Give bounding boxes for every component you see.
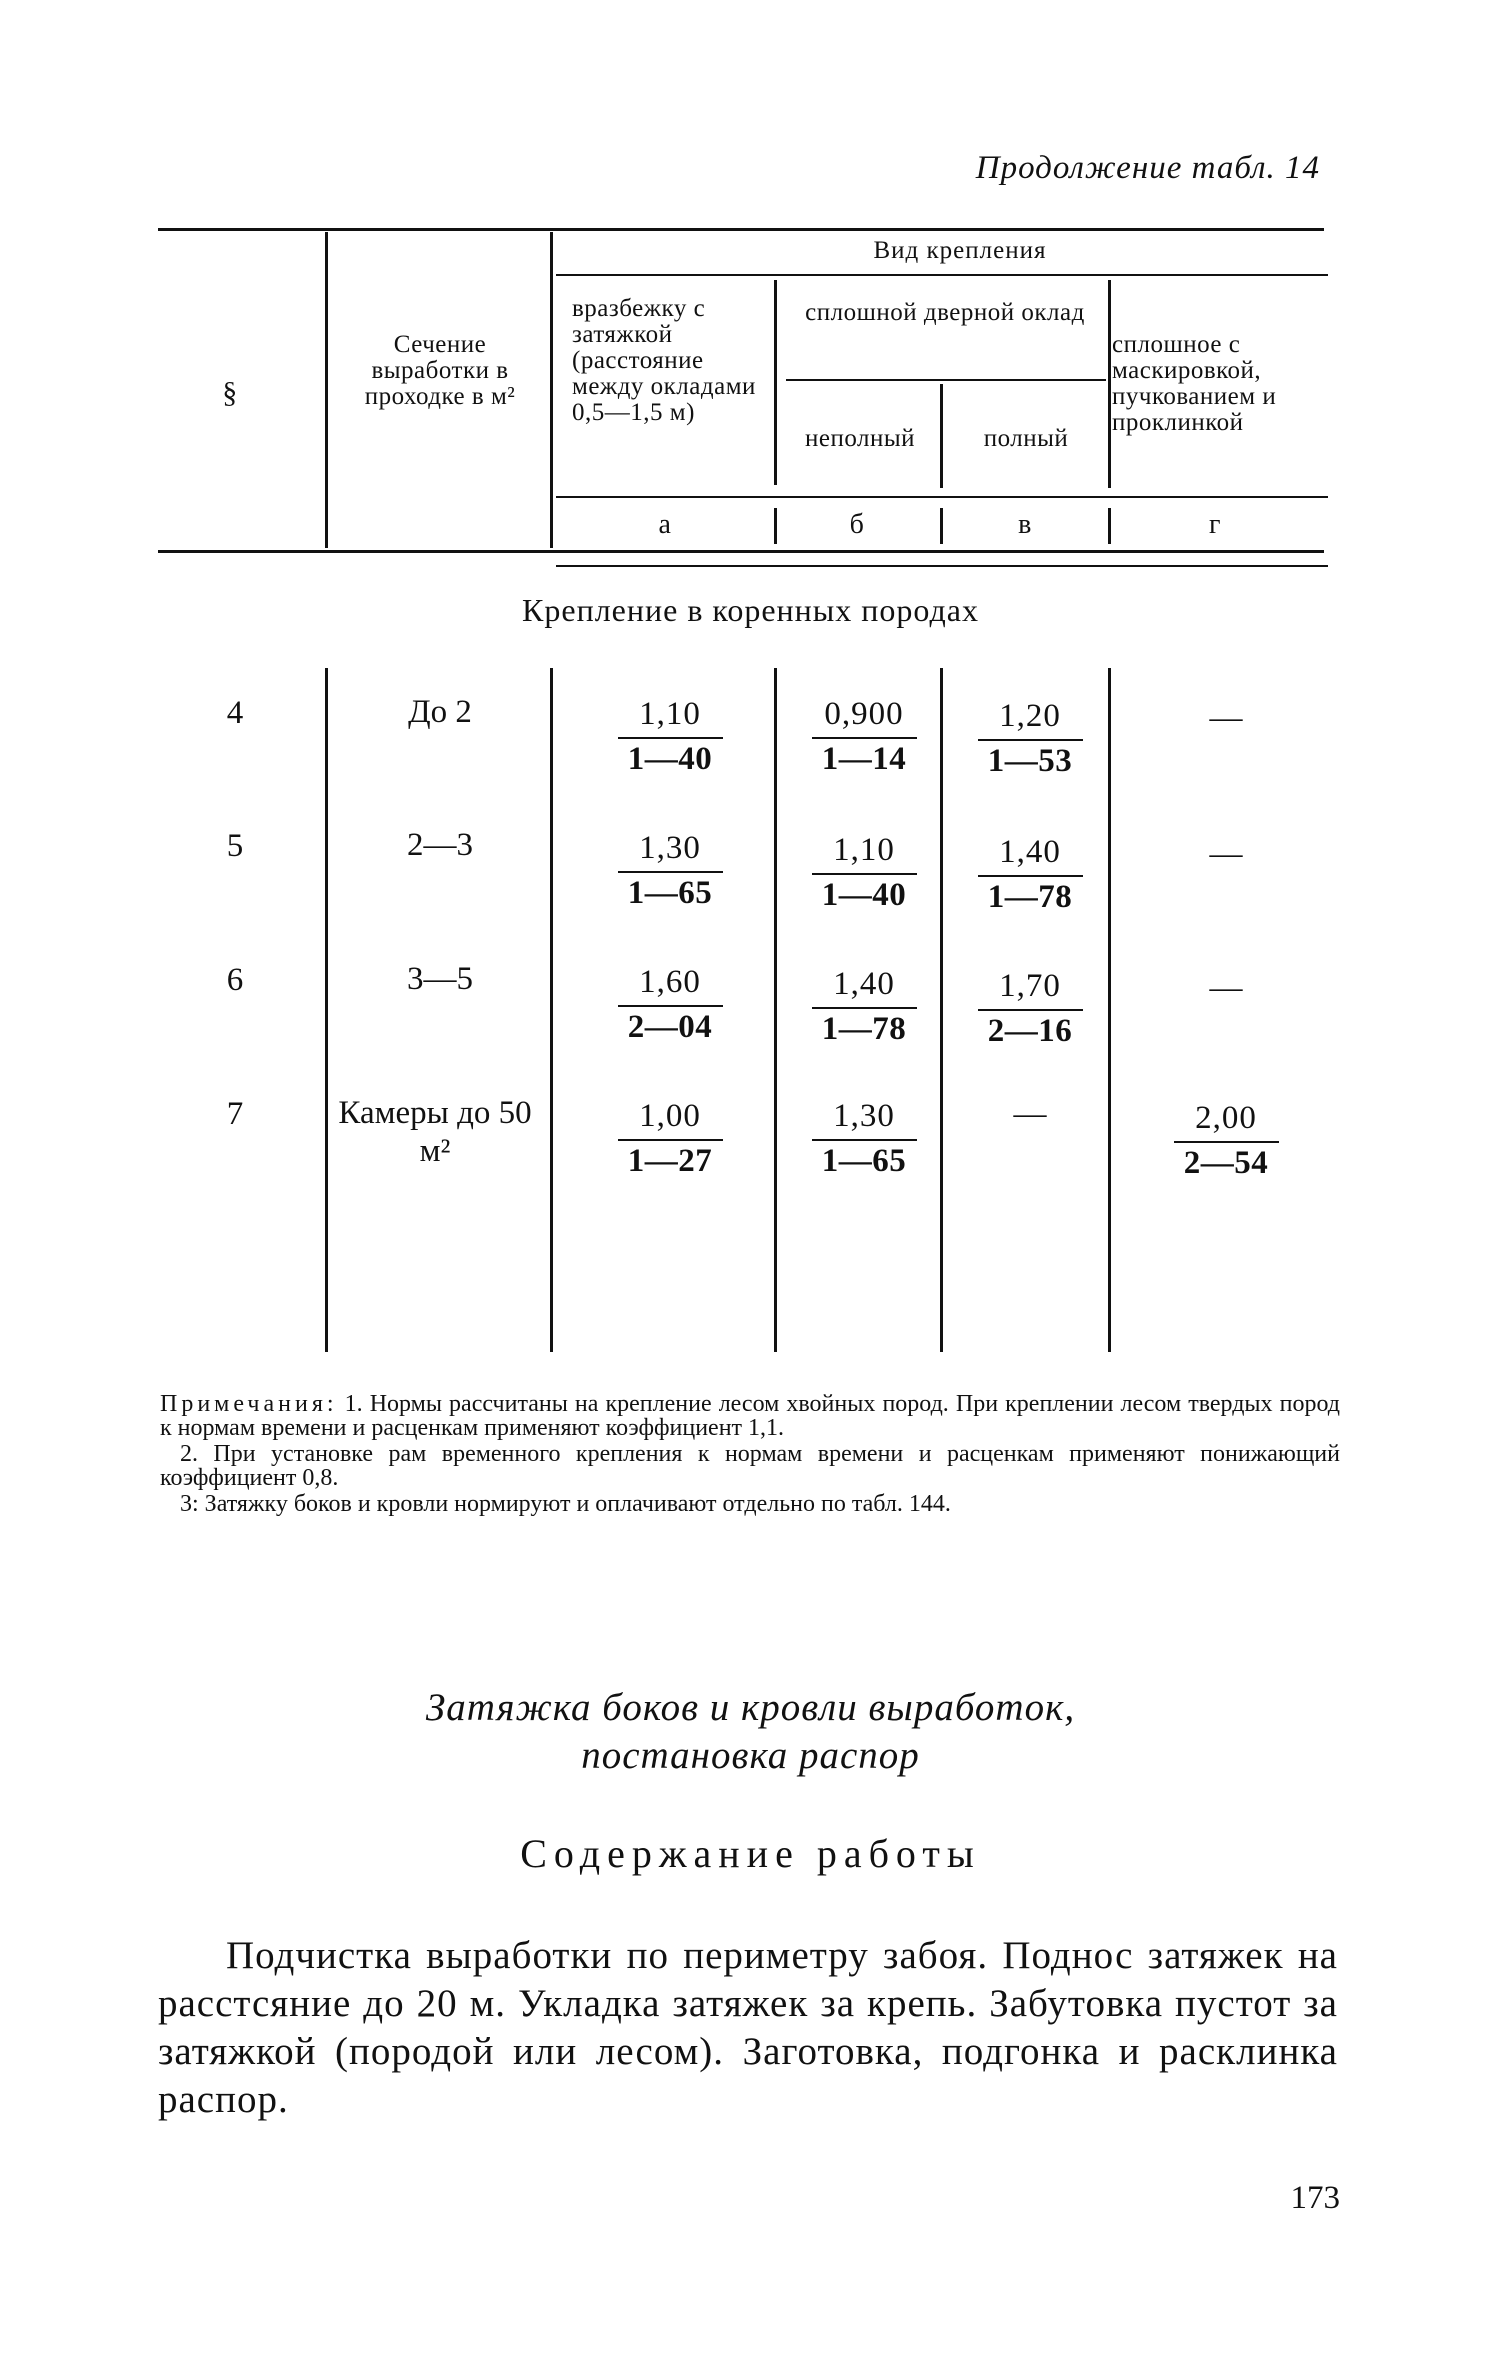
cell-b <box>784 696 944 778</box>
row-num: 5 <box>226 828 244 864</box>
cell-g-bot: 2—54 <box>1183 1145 1269 1181</box>
cell-v-top: 1,40 <box>978 834 1083 877</box>
table-top-rule <box>158 228 1324 231</box>
row-section: До 2 <box>408 694 472 730</box>
cell-a-bot: 2—04 <box>627 1009 713 1045</box>
header-col-v: полный <box>983 425 1069 452</box>
header-col-a: вразбежку с затяжкой (расстояние между окладами 0,5—1,5 м) <box>572 295 756 426</box>
header-cross-section: Сечение выработки в проходке в м² <box>364 331 516 410</box>
row-num: 4 <box>226 695 244 731</box>
cell-b-top: 1,40 <box>812 966 917 1009</box>
cell-a-top: 1,60 <box>618 964 723 1007</box>
header-col-g: сплошное с маскировкой, пучкованием и проклинкой <box>1112 331 1277 436</box>
table-section-title: Крепление в коренных породах <box>522 592 979 628</box>
cell-a <box>590 1098 750 1180</box>
cell-b-bot: 1—14 <box>821 741 907 777</box>
cell-v <box>950 698 1110 780</box>
header-vline-5 <box>1108 280 1111 488</box>
subsection-heading: Содержание работы <box>520 1831 981 1876</box>
cell-a-bot: 1—27 <box>627 1143 713 1179</box>
row-section: 3—5 <box>407 961 473 997</box>
table-header-bottom-rule <box>158 550 1324 553</box>
cell-b <box>784 832 944 914</box>
section-heading-line2: постановка распор <box>581 1734 920 1777</box>
cell-a <box>590 964 750 1046</box>
header-bottom-rule <box>556 496 1328 498</box>
cell-v-top: 1,70 <box>978 968 1083 1011</box>
header-bv-group: сплошной дверной оклад <box>805 299 1085 326</box>
cell-a-bot: 1—65 <box>627 875 713 911</box>
notes-label: Примечания: <box>160 1391 338 1417</box>
group-rule <box>556 274 1328 276</box>
body-vline-1 <box>325 668 328 1352</box>
cell-b-top: 0,900 <box>812 696 917 739</box>
bv-rule <box>786 379 1106 381</box>
cell-a <box>590 830 750 912</box>
cell-v-top: 1,20 <box>978 698 1083 741</box>
cell-a-top: 1,00 <box>618 1098 723 1141</box>
cell-v <box>950 834 1110 916</box>
body-paragraph: Подчистка выработки по периметру забоя. Поднос затяжек на расстсяние до 20 м. Укладка затяжек за крепь. Забутовка пустот за затяжкой (породой или лесом). Заготовка, подгонка и расклинка распор. <box>158 1934 1338 2121</box>
cell-b-top: 1,10 <box>812 832 917 875</box>
header-vline-1 <box>325 232 328 548</box>
cell-b-top: 1,30 <box>812 1098 917 1141</box>
cell-b-bot: 1—65 <box>821 1143 907 1179</box>
body-vline-2 <box>550 668 553 1352</box>
header-col-b: неполный <box>804 425 916 452</box>
page-number: 173 <box>1290 2180 1340 2216</box>
header-vline-4 <box>940 384 943 488</box>
row-num: 7 <box>226 1096 244 1132</box>
section-rule <box>556 565 1328 567</box>
cell-a <box>590 696 750 778</box>
cell-v: — <box>1013 1096 1047 1132</box>
header-vline-5b <box>1108 508 1111 544</box>
note-2: 2. При установке рам временного крепления к нормам времени и расценкам применяют понижающий коэффициент 0,8. <box>160 1441 1340 1491</box>
letter-g: г <box>1209 509 1221 540</box>
table-caption: Продолжение табл. 14 <box>975 150 1320 186</box>
header-vline-3 <box>774 280 777 485</box>
header-vline-2 <box>550 232 553 548</box>
cell-v-bot: 2—16 <box>987 1013 1073 1049</box>
header-vline-3b <box>774 508 777 544</box>
cell-b <box>784 1098 944 1180</box>
header-section: § <box>222 376 238 409</box>
cell-b <box>784 966 944 1048</box>
letter-a: а <box>658 509 672 540</box>
cell-g: — <box>1209 836 1243 872</box>
cell-b-bot: 1—40 <box>821 877 907 913</box>
header-vline-4b <box>940 508 943 544</box>
cell-a-top: 1,30 <box>618 830 723 873</box>
cell-a-top: 1,10 <box>618 696 723 739</box>
note-1 <box>160 1392 1340 1440</box>
section-heading-line1: Затяжка боков и кровли выработок, <box>425 1686 1076 1729</box>
cell-g: — <box>1209 700 1243 736</box>
letter-b: б <box>849 509 865 540</box>
row-section: 2—3 <box>407 827 473 863</box>
header-group: Вид крепления <box>873 237 1047 264</box>
note-3: 3: Затяжку боков и кровли нормируют и оплачивают отдельно по табл. 144. <box>180 1491 951 1517</box>
cell-v <box>950 968 1110 1050</box>
cell-v-bot: 1—53 <box>987 743 1073 779</box>
row-num: 6 <box>226 962 244 998</box>
cell-g <box>1146 1100 1306 1182</box>
table-notes <box>160 1392 1340 1518</box>
cell-g-top: 2,00 <box>1174 1100 1279 1143</box>
letter-v: в <box>1018 509 1032 540</box>
row-section: Камеры до 50 м² <box>338 1095 532 1169</box>
cell-a-bot: 1—40 <box>627 741 713 777</box>
cell-g: — <box>1209 970 1243 1006</box>
note-1-text: 1. Нормы рассчитаны на крепление лесом хвойных пород. При креплении лесом твердых пород к нормам времени и расценкам применяют коэффициент 1,1. <box>160 1391 1340 1441</box>
cell-b-bot: 1—78 <box>821 1011 907 1047</box>
body-vline-3 <box>774 668 777 1352</box>
cell-v-bot: 1—78 <box>987 879 1073 915</box>
